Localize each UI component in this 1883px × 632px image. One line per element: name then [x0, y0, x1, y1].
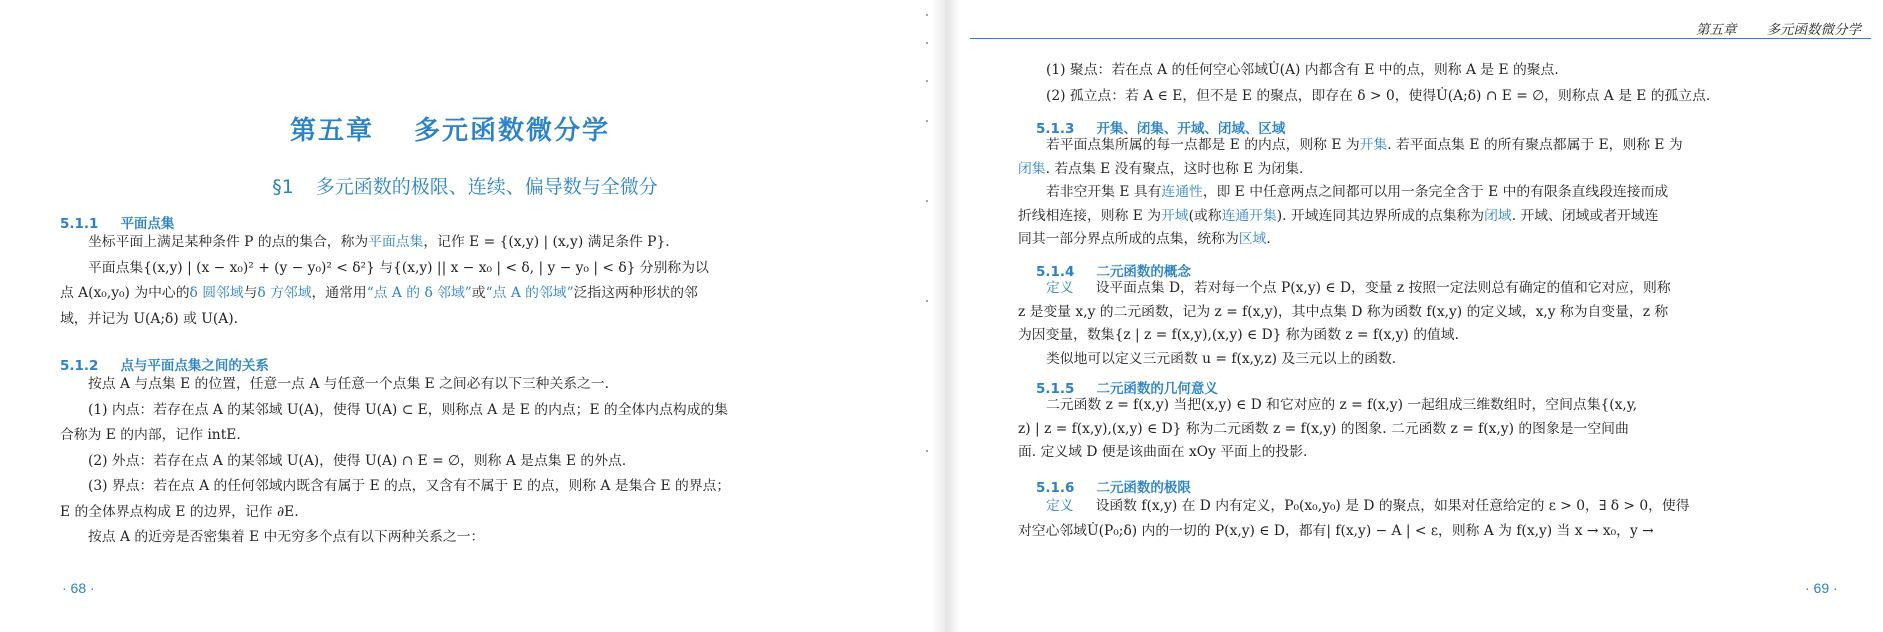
- scan-speck: [926, 120, 928, 122]
- running-title: 多元函数微分学: [1766, 22, 1861, 38]
- subsection-title: 二元函数的几何意义: [1096, 381, 1218, 397]
- subsection-heading-5-1-1: [60, 212, 174, 232]
- header-rule: [970, 38, 1871, 39]
- scan-speck: [926, 14, 928, 16]
- subsection-title: 开集、闭集、开域、闭域、区域: [1096, 121, 1286, 137]
- keyword: 平面点集: [368, 234, 424, 250]
- text-run: .: [1266, 231, 1271, 247]
- text-run: 折线相连接，则称 E 为: [1018, 207, 1162, 224]
- text-run: ). 开域连同其边界所成的点集称为: [1276, 207, 1485, 224]
- text-line: (2) 外点：若存在点 A 的某邻域 U(A)，使得 U(A) ∩ E = ∅，则称 A 是点集 E 的外点.: [88, 452, 627, 469]
- chapter-heading: [0, 110, 900, 147]
- page-number: · 68 ·: [62, 580, 95, 596]
- subsection-number: 5.1.4: [1036, 264, 1075, 280]
- running-header: [1696, 18, 1861, 38]
- text-run: 设平面点集 D，若对每一个点 P(x,y) ∈ D，变量 z 按照一定法则总有确定的值和它对应，则称: [1095, 280, 1671, 296]
- scan-speck: [926, 80, 928, 82]
- paragraph-limit-definition: [1018, 494, 1873, 543]
- text-line: (2) 孤立点：若 A ∈ E，但不是 E 的聚点，即存在 δ > 0，使得U̇(A;δ) ∩ E = ∅，则称点 A 是 E 的孤立点.: [1046, 87, 1711, 104]
- scan-speck: [926, 450, 928, 452]
- keyword: “点 A 的 δ 邻域”: [366, 285, 472, 301]
- running-chapter: 第五章: [1696, 22, 1737, 38]
- text-line: z 是变量 x,y 的二元函数，记为 z = f(x,y)，其中点集 D 称为函数 f(x,y) 的定义域，x,y 称为自变量，z 称: [1018, 303, 1669, 320]
- text-run: . 开域、闭域或者开域连: [1511, 207, 1659, 224]
- text-line: 类似地可以定义三元函数 u = f(x,y,z) 及三元以上的函数.: [1046, 350, 1397, 367]
- subsection-number: 5.1.6: [1036, 480, 1075, 496]
- text-line: [1018, 494, 1873, 519]
- keyword: 闭集: [1018, 160, 1046, 177]
- text-line: 二元函数 z = f(x,y) 当把(x,y) ∈ D 和它对应的 z = f(x,y) 一起组成三维数组时，空间点集{(x,y,: [1046, 397, 1638, 413]
- text-line: 平面点集{(x,y) | (x − x₀)² + (y − y₀)² < δ²} 与{(x,y) || x − x₀ | < δ, | y − y₀ | < δ} 分别称为以: [88, 259, 709, 276]
- subsection-number: 5.1.3: [1036, 121, 1075, 137]
- text-run: ，记作 E = {(x,y) | (x,y) 满足条件 P}.: [423, 234, 670, 250]
- text-line: [1018, 181, 1873, 205]
- text-line: [1018, 277, 1873, 301]
- section-title: 多元函数的极限、连续、偏导数与全微分: [315, 176, 658, 198]
- keyword: 连通开集: [1221, 207, 1277, 224]
- section-heading: [0, 172, 930, 199]
- text-run: 若平面点集所属的每一点都是 E 的内点，则称 E 为: [1046, 137, 1360, 153]
- text-line: 合称为 E 的内部，记作 intE.: [60, 427, 241, 443]
- paragraph-geometric-meaning: [1018, 394, 1873, 465]
- definition-label: 定义: [1046, 498, 1074, 514]
- text-run: . 若点集 E 没有聚点，这时也称 E 为闭集.: [1045, 160, 1304, 177]
- text-line: 对空心邻域U̇(P₀;δ) 内的一切的 P(x,y) ∈ D，都有| f(x,y) − A | < ε，则称 A 为 f(x,y) 当 x → x₀，y →: [1018, 522, 1654, 539]
- text-line: 面. 定义域 D 便是该曲面在 xOy 平面上的投影.: [1018, 444, 1308, 460]
- text-line: [1018, 228, 1873, 252]
- text-line: [1018, 134, 1873, 158]
- subsection-title: 二元函数的极限: [1096, 480, 1191, 496]
- text-line: 为因变量，数集{z | z = f(x,y),(x,y) ∈ D} 称为函数 z = f(x,y) 的值域.: [1018, 327, 1459, 343]
- right-page: [960, 0, 1883, 632]
- keyword: 区域: [1238, 231, 1267, 247]
- book-gutter: [930, 0, 960, 632]
- paragraph-plane-point-set: [60, 230, 920, 332]
- scan-speck: [926, 200, 928, 202]
- text-line: [1018, 205, 1873, 229]
- text-run: 与: [243, 285, 258, 301]
- text-run: 设函数 f(x,y) 在 D 内有定义，P₀(x₀,y₀) 是 D 的聚点，如果对任意给定的 ε > 0，∃ δ > 0，使得: [1095, 498, 1690, 514]
- text-line: E 的全体界点构成 E 的边界，记作 ∂E.: [60, 503, 299, 520]
- subsection-title: 二元函数的概念: [1096, 264, 1191, 280]
- keyword: 开域: [1161, 207, 1189, 224]
- text-line: z) | z = f(x,y),(x,y) ∈ D} 称为二元函数 z = f(x,y) 的图象. 二元函数 z = f(x,y) 的图象是一空间曲: [1018, 420, 1629, 437]
- text-run: 泛指这两种形状的邻: [573, 285, 698, 301]
- text-line: 按点 A 与点集 E 的位置，任意一点 A 与任意一个点集 E 之间必有以下三种关系之一.: [88, 376, 610, 392]
- text-line: 按点 A 的近旁是否密集着 E 中无穷多个点有以下两种关系之一：: [88, 529, 485, 545]
- subsection-number: 5.1.5: [1036, 381, 1075, 397]
- chapter-number: 第五章: [289, 116, 374, 146]
- text-line: [60, 281, 920, 307]
- keyword: 开集: [1359, 137, 1388, 153]
- text-run: (或称: [1188, 207, 1222, 224]
- text-run: 点 A(x₀,y₀) 为中心的: [60, 285, 190, 301]
- paragraph-limit-points: [1018, 58, 1873, 109]
- scan-speck: [926, 42, 928, 44]
- left-page: [0, 0, 930, 632]
- definition-label: 定义: [1046, 280, 1074, 296]
- keyword: δ 方邻域: [257, 285, 312, 301]
- text-run: ，即 E 中任意两点之间都可以用一条完全含于 E 中的有限条直线段连接而成: [1202, 184, 1669, 200]
- text-run: 坐标平面上满足某种条件 P 的点的集合，称为: [88, 234, 369, 250]
- subsection-title: 点与平面点集之间的关系: [120, 358, 269, 374]
- subsection-number: 5.1.1: [60, 216, 99, 232]
- text-line: [1018, 158, 1873, 182]
- text-run: . 若平面点集 E 的所有聚点都属于 E，则称 E 为: [1387, 137, 1683, 153]
- keyword: δ 圆邻域: [189, 285, 244, 301]
- scan-speck: [926, 300, 928, 302]
- paragraph-open-closed-sets: [1018, 134, 1873, 252]
- keyword: 闭域: [1484, 207, 1512, 224]
- paragraph-point-relations: [60, 372, 920, 551]
- paragraph-binary-function-definition: [1018, 277, 1873, 371]
- text-line: (1) 内点：若存在点 A 的某邻域 U(A)，使得 U(A) ⊂ E，则称点 A 是 E 的内点；E 的全体内点构成的集: [88, 401, 729, 418]
- subsection-heading-5-1-2: [60, 354, 269, 374]
- subsection-heading-5-1-6: [1036, 476, 1191, 496]
- text-run: ，通常用: [311, 285, 367, 301]
- subsection-title: 平面点集: [120, 216, 175, 232]
- chapter-title: 多元函数微分学: [414, 116, 611, 146]
- keyword: 连通性: [1161, 184, 1203, 200]
- text-run: 同其一部分界点所成的点集，统称为: [1018, 231, 1239, 247]
- keyword: “点 A 的邻域”: [485, 285, 574, 301]
- section-mark: §1: [272, 176, 294, 198]
- text-run: 若非空开集 E 具有: [1046, 184, 1162, 200]
- text-line: 域，并记为 U(A;δ) 或 U(A).: [60, 310, 238, 327]
- page-number: · 69 ·: [1805, 580, 1838, 596]
- text-line: (3) 界点：若在点 A 的任何邻域内既含有属于 E 的点，又含有不属于 E 的点，则称 A 是集合 E 的界点；: [88, 478, 731, 494]
- text-line: (1) 聚点：若在点 A 的任何空心邻域U̇(A) 内都含有 E 中的点，则称 A 是 E 的聚点.: [1046, 62, 1559, 78]
- text-line: [60, 230, 920, 256]
- subsection-number: 5.1.2: [60, 358, 99, 374]
- text-run: 或: [471, 285, 486, 301]
